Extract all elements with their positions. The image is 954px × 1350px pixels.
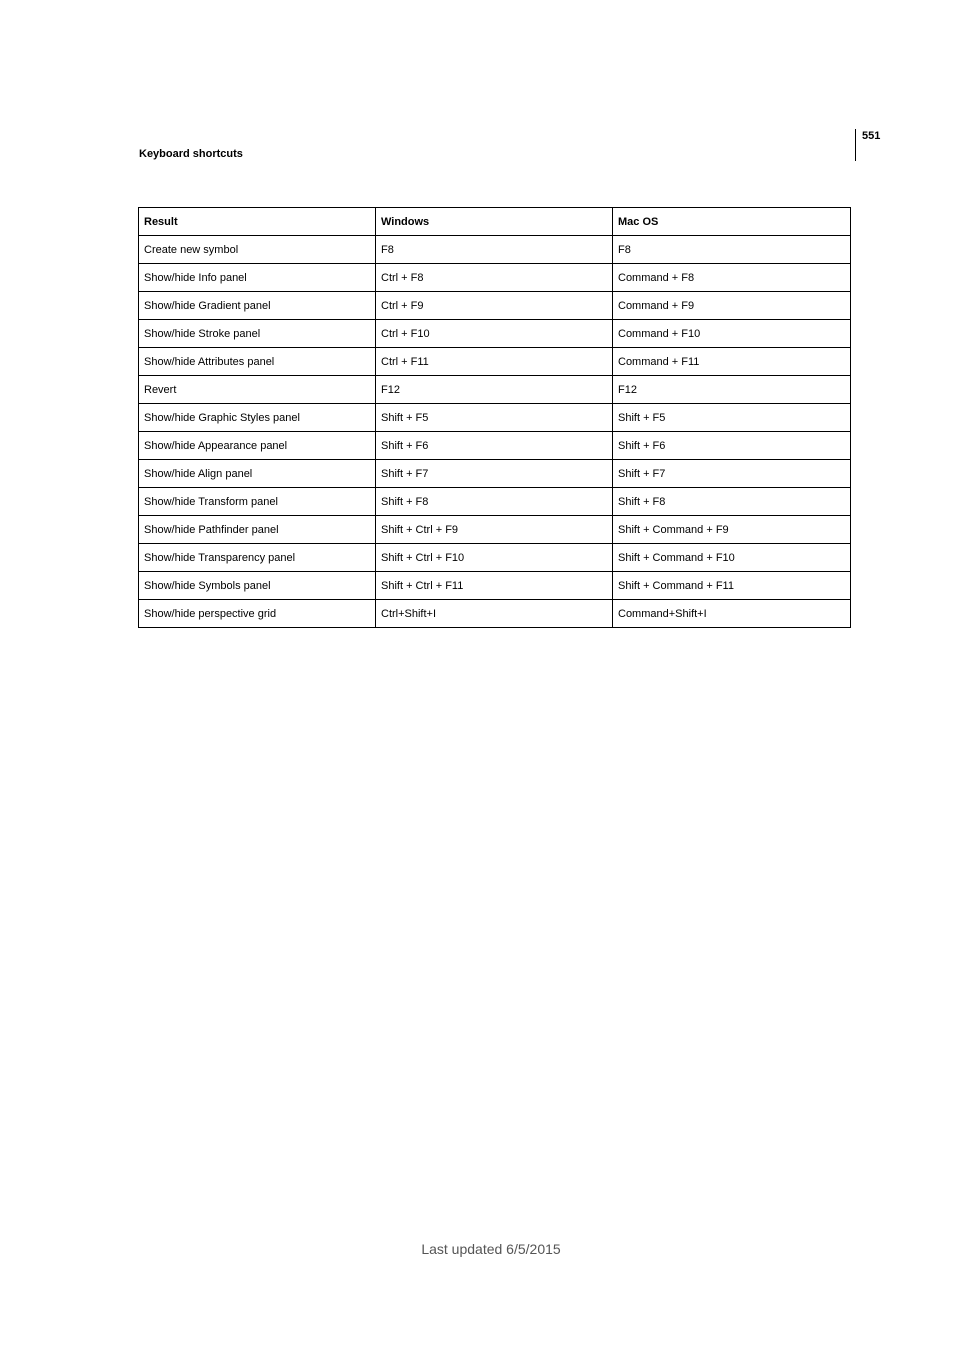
mac-shortcut-cell: Shift + F7 <box>613 460 851 488</box>
last-updated-footer: Last updated 6/5/2015 <box>421 1241 561 1257</box>
column-header-mac-os: Mac OS <box>613 208 851 236</box>
result-cell: Show/hide Graphic Styles panel <box>139 404 376 432</box>
result-cell: Show/hide Pathfinder panel <box>139 516 376 544</box>
table-row <box>139 432 851 460</box>
windows-shortcut-cell: Shift + F8 <box>376 488 613 516</box>
mac-shortcut-cell: Shift + Command + F10 <box>613 544 851 572</box>
table-row <box>139 348 851 376</box>
mac-shortcut-cell: Shift + F8 <box>613 488 851 516</box>
windows-shortcut-cell: Ctrl + F11 <box>376 348 613 376</box>
result-cell: Show/hide Attributes panel <box>139 348 376 376</box>
windows-shortcut-cell: Ctrl+Shift+I <box>376 600 613 628</box>
mac-shortcut-cell: F12 <box>613 376 851 404</box>
result-cell: Show/hide Align panel <box>139 460 376 488</box>
mac-shortcut-cell: Shift + F6 <box>613 432 851 460</box>
table-row <box>139 488 851 516</box>
windows-shortcut-cell: Shift + F7 <box>376 460 613 488</box>
column-header-windows: Windows <box>376 208 613 236</box>
table-row <box>139 600 851 628</box>
result-cell: Show/hide perspective grid <box>139 600 376 628</box>
result-cell: Show/hide Gradient panel <box>139 292 376 320</box>
mac-shortcut-cell: F8 <box>613 236 851 264</box>
windows-shortcut-cell: Ctrl + F9 <box>376 292 613 320</box>
windows-shortcut-cell: Ctrl + F10 <box>376 320 613 348</box>
mac-shortcut-cell: Command + F10 <box>613 320 851 348</box>
windows-shortcut-cell: Ctrl + F8 <box>376 264 613 292</box>
table-header-row <box>139 208 851 236</box>
table-row <box>139 572 851 600</box>
mac-shortcut-cell: Shift + F5 <box>613 404 851 432</box>
table-row <box>139 544 851 572</box>
table-row <box>139 460 851 488</box>
result-cell: Revert <box>139 376 376 404</box>
shortcuts-table <box>138 207 851 628</box>
windows-shortcut-cell: F12 <box>376 376 613 404</box>
table-row <box>139 376 851 404</box>
page-number-rule <box>855 129 856 161</box>
table-row <box>139 292 851 320</box>
table-row <box>139 264 851 292</box>
windows-shortcut-cell: Shift + Ctrl + F10 <box>376 544 613 572</box>
windows-shortcut-cell: Shift + Ctrl + F9 <box>376 516 613 544</box>
table-row <box>139 516 851 544</box>
result-cell: Show/hide Transform panel <box>139 488 376 516</box>
table-row <box>139 404 851 432</box>
windows-shortcut-cell: F8 <box>376 236 613 264</box>
windows-shortcut-cell: Shift + F5 <box>376 404 613 432</box>
mac-shortcut-cell: Shift + Command + F9 <box>613 516 851 544</box>
mac-shortcut-cell: Shift + Command + F11 <box>613 572 851 600</box>
table-row <box>139 236 851 264</box>
column-header-result: Result <box>139 208 376 236</box>
result-cell: Show/hide Transparency panel <box>139 544 376 572</box>
result-cell: Show/hide Symbols panel <box>139 572 376 600</box>
result-cell: Show/hide Info panel <box>139 264 376 292</box>
windows-shortcut-cell: Shift + F6 <box>376 432 613 460</box>
result-cell: Show/hide Appearance panel <box>139 432 376 460</box>
result-cell: Create new symbol <box>139 236 376 264</box>
table-row <box>139 320 851 348</box>
mac-shortcut-cell: Command + F9 <box>613 292 851 320</box>
mac-shortcut-cell: Command+Shift+I <box>613 600 851 628</box>
mac-shortcut-cell: Command + F8 <box>613 264 851 292</box>
windows-shortcut-cell: Shift + Ctrl + F11 <box>376 572 613 600</box>
mac-shortcut-cell: Command + F11 <box>613 348 851 376</box>
page-number: 551 <box>862 130 881 142</box>
section-title: Keyboard shortcuts <box>139 148 243 160</box>
result-cell: Show/hide Stroke panel <box>139 320 376 348</box>
